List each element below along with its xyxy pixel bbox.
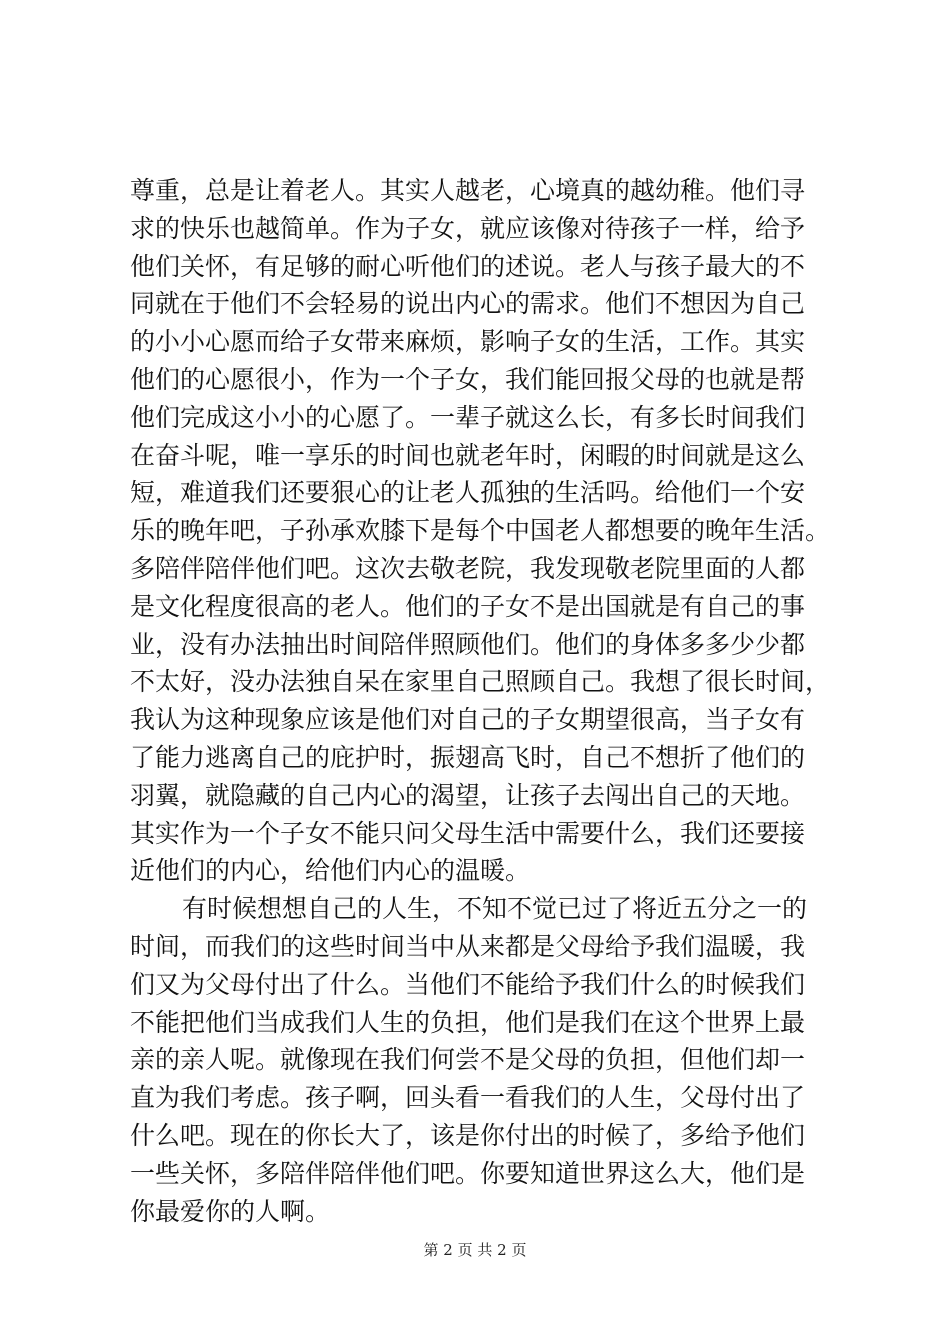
text-line: 时间，而我们的这些时间当中从来都是父母给予我们温暖，我 <box>130 931 806 961</box>
text-line: 多陪伴陪伴他们吧。这次去敬老院，我发现敬老院里面的人都 <box>130 553 806 583</box>
text-line: 你最爱你的人啊。 <box>130 1196 331 1226</box>
text-line: 我认为这种现象应该是他们对自己的子女期望很高，当子女有 <box>130 705 806 735</box>
text-line: 乐的晚年吧，子孙承欢膝下是每个中国老人都想要的晚年生活。 <box>130 516 831 546</box>
text-line: 短，难道我们还要狠心的让老人孤独的生活吗。给他们一个安 <box>130 478 806 508</box>
text-line: 求的快乐也越简单。作为子女，就应该像对待孩子一样，给予 <box>130 213 806 243</box>
text-line-indented: 有时候想想自己的人生，不知不觉已过了将近五分之一的 <box>182 894 808 924</box>
text-line: 的小小心愿而给子女带来麻烦，影响子女的生活，工作。其实 <box>130 327 806 357</box>
page-number-footer: 第 2 页 共 2 页 <box>423 1241 527 1259</box>
text-line: 亲的亲人呢。就像现在我们何尝不是父母的负担，但他们却一 <box>130 1045 806 1075</box>
text-line: 们又为父母付出了什么。当他们不能给予我们什么的时候我们 <box>130 969 806 999</box>
text-line: 在奋斗呢，唯一享乐的时间也就老年时，闲暇的时间就是这么 <box>130 440 806 470</box>
text-line: 业，没有办法抽出时间陪伴照顾他们。他们的身体多多少少都 <box>130 629 806 659</box>
text-line: 羽翼，就隐藏的自己内心的渴望，让孩子去闯出自己的天地。 <box>130 780 806 810</box>
text-line: 他们完成这小小的心愿了。一辈子就这么长，有多长时间我们 <box>130 402 806 432</box>
paragraph-2 <box>130 890 830 1230</box>
text-line: 其实作为一个子女不能只问父母生活中需要什么，我们还要接 <box>130 818 806 848</box>
text-line: 近他们的内心，给他们内心的温暖。 <box>130 856 531 886</box>
document-body <box>130 172 830 1230</box>
text-line: 不能把他们当成我们人生的负担，他们是我们在这个世界上最 <box>130 1007 806 1037</box>
text-line: 直为我们考虑。孩子啊，回头看一看我们的人生，父母付出了 <box>130 1083 806 1113</box>
paragraph-1 <box>130 172 830 890</box>
text-line: 一些关怀，多陪伴陪伴他们吧。你要知道世界这么大，他们是 <box>130 1158 806 1188</box>
text-line: 同就在于他们不会轻易的说出内心的需求。他们不想因为自己 <box>130 289 806 319</box>
text-line: 什么吧。现在的你长大了，该是你付出的时候了，多给予他们 <box>130 1120 806 1150</box>
text-line: 他们的心愿很小，作为一个子女，我们能回报父母的也就是帮 <box>130 364 806 394</box>
text-line: 了能力逃离自己的庇护时，振翅高飞时，自己不想折了他们的 <box>130 742 806 772</box>
text-line: 他们关怀，有足够的耐心听他们的述说。老人与孩子最大的不 <box>130 251 806 281</box>
text-line: 是文化程度很高的老人。他们的子女不是出国就是有自己的事 <box>130 591 806 621</box>
text-line: 尊重，总是让着老人。其实人越老，心境真的越幼稚。他们寻 <box>130 176 806 205</box>
text-line: 不太好，没办法独自呆在家里自己照顾自己。我想了很长时间， <box>130 667 831 697</box>
